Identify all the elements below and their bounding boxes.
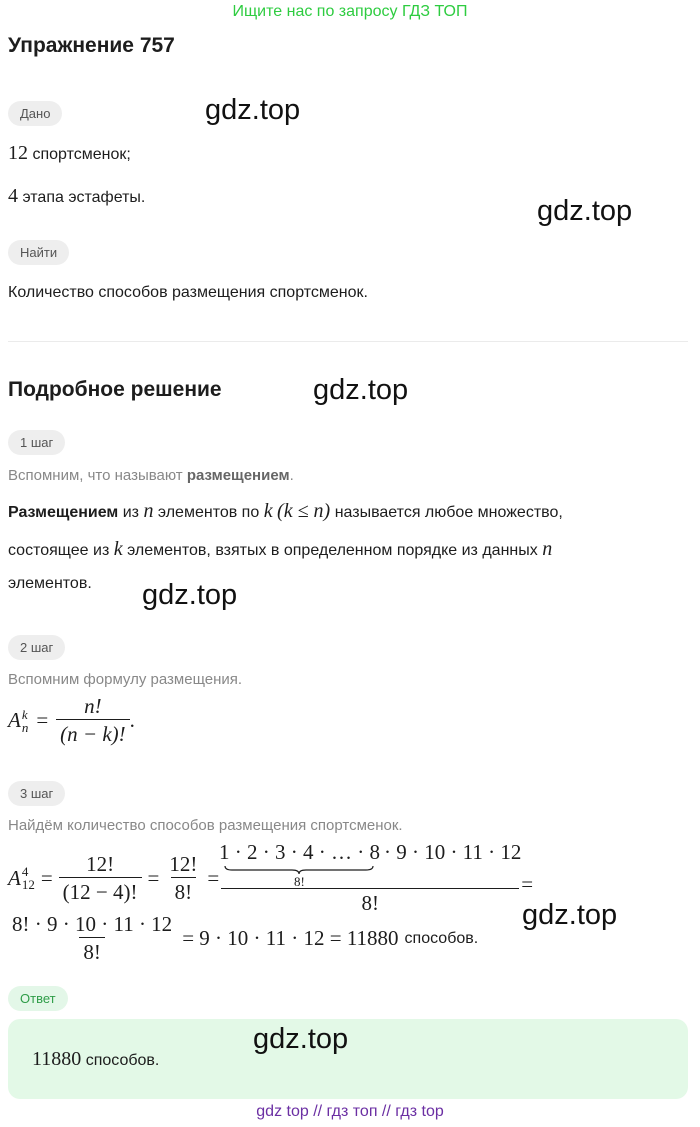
footer-links[interactable]: gdz top // гдз топ // гдз top (256, 1103, 444, 1120)
watermark: gdz.top (142, 579, 238, 611)
step-1-badge: 1 шаг (8, 430, 65, 455)
page-title: Упражнение 757 (8, 34, 175, 57)
find-badge: Найти (8, 240, 69, 265)
watermark: gdz.top (522, 899, 618, 931)
step-1-definition-line-1: Размещением из n элементов по k (k ≤ n) называется любое множество, (8, 500, 563, 522)
step-3-hint: Найдём количество способов размещения спортсменок. (8, 817, 403, 834)
top-banner: Ищите нас по запросу ГДЗ ТОП (232, 3, 468, 20)
calculation-line-2: $\frac{8! \cdot 9 \cdot 10 \cdot 11 \cdot 12}{8!}$ = 9 · 10 · 11 · 12 = 11880 способов. (12, 912, 479, 964)
divider (8, 341, 688, 342)
watermark: gdz.top (205, 94, 301, 126)
given-line-2: 4 этапа эстафеты. (8, 185, 146, 207)
solution-title: Подробное решение (8, 378, 222, 401)
answer-badge: Ответ (8, 986, 68, 1011)
given-line-1: 12 спортсменок; (8, 142, 131, 164)
find-text: Количество способов размещения спортсменок. (8, 284, 368, 301)
step-2-badge: 2 шаг (8, 635, 65, 660)
watermark: gdz.top (537, 195, 633, 227)
watermark: gdz.top (253, 1023, 349, 1055)
step-1-hint: Вспомним, что называют размещением. (8, 467, 294, 484)
step-1-definition-line-2: состоящее из k элементов, взятых в определенном порядке из данных n (8, 538, 553, 560)
given-badge: Дано (8, 101, 62, 126)
step-1-definition-line-3: элементов. (8, 575, 92, 592)
answer-text: 11880 способов. (32, 1048, 160, 1070)
step-3-badge: 3 шаг (8, 781, 65, 806)
step-2-hint: Вспомним формулу размещения. (8, 671, 243, 688)
placement-formula: A k n = $\frac{n!}{(n - k)!}$ . (8, 694, 135, 746)
calculation-line-1: A 4 12 = $\frac{12!}{(12 - 4)!}$ = $\frac{12!}{8!}$ = 1 · 2 · 3 · 4 · … · 8 8! · 9 · 10 · 11 · 12 8! = (8, 840, 534, 915)
watermark: gdz.top (313, 374, 409, 406)
